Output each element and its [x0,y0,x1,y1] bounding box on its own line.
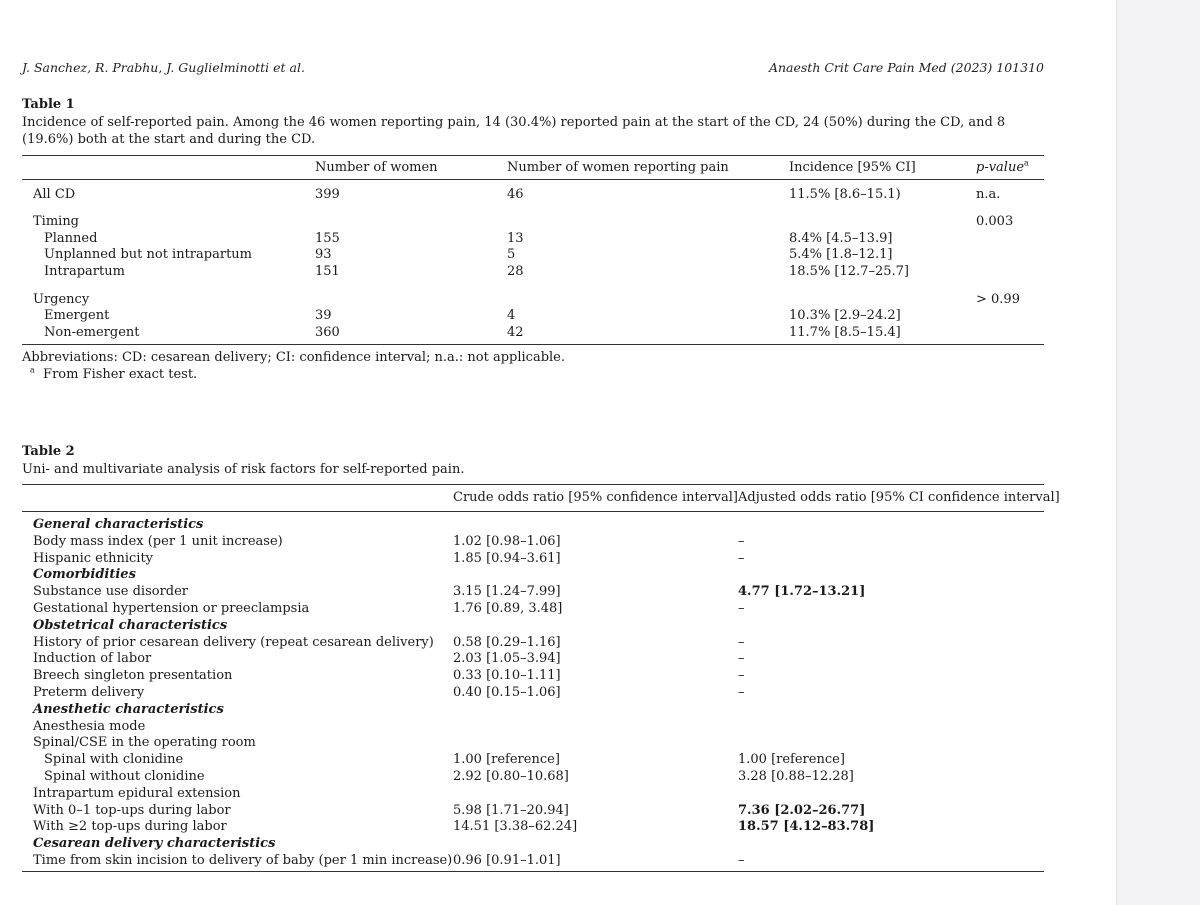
table1-row-label: Intrapartum [44,264,125,279]
table1-row-label: Emergent [44,308,110,323]
table2-cell-adjusted: – [738,635,745,650]
table1-cell-pain: 4 [507,308,516,323]
table2-row-label: Preterm delivery [33,685,145,700]
table1-cell-incidence: 11.5% [8.6–15.1) [789,187,901,202]
table2-row-label: Time from skin incision to delivery of baby (per 1 min increase) [33,853,453,868]
table1-cell-women: 155 [315,231,340,246]
table2-cell-crude: 1.02 [0.98–1.06] [453,534,561,549]
table2-cell-adjusted: 7.36 [2.02–26.77] [738,803,866,818]
table2-row-label: Spinal without clonidine [44,769,205,784]
table2-row-label: History of prior cesarean delivery (repeat cesarean delivery) [33,635,434,650]
table1-cell-incidence: 10.3% [2.9–24.2] [789,308,901,323]
table2-section-heading: Obstetrical characteristics [33,618,228,633]
table1-cell-women: 151 [315,264,340,279]
table2-cell-crude: 14.51 [3.38–62.24] [453,819,578,834]
table2-cell-crude: 0.58 [0.29–1.16] [453,635,561,650]
table2-title: Table 2 [22,444,75,459]
table2-cell-crude: 0.96 [0.91–1.01] [453,853,561,868]
table2-section-heading: General characteristics [33,517,204,532]
table1-cell-pvalue: n.a. [976,187,1001,202]
table2-section-heading: Anesthetic characteristics [33,702,224,717]
table1-row-label: All CD [33,187,76,202]
table2-caption: Uni- and multivariate analysis of risk factors for self-reported pain. [22,462,465,477]
table2-section-heading: Cesarean delivery characteristics [33,836,276,851]
table2-cell-adjusted: – [738,601,745,616]
table1-header-rule [22,179,1044,180]
table2-cell-crude: 1.76 [0.89, 3.48] [453,601,563,616]
table1-row-label: Non-emergent [44,325,140,340]
table1-cell-pvalue: 0.003 [976,214,1014,229]
table2-row-label: With ≥2 top-ups during labor [33,819,227,834]
table2-cell-crude: 3.15 [1.24–7.99] [453,584,561,599]
table2-row-label: Hispanic ethnicity [33,551,154,566]
table2-cell-adjusted: 18.57 [4.12–83.78] [738,819,875,834]
table2-header-adjusted: Adjusted odds ratio [95% CI confidence interval] [738,490,1060,505]
table2-cell-adjusted: – [738,685,745,700]
table1-cell-pain: 5 [507,247,516,262]
table2-cell-crude: 5.98 [1.71–20.94] [453,803,569,818]
table1-title: Table 1 [22,97,75,112]
table1-bottom-rule [22,344,1044,345]
table1-cell-pain: 42 [507,325,524,340]
table2-row-label: With 0–1 top-ups during labor [33,803,231,818]
table2-row-label: Spinal/CSE in the operating room [33,735,256,750]
table2-cell-crude: 0.40 [0.15–1.06] [453,685,561,700]
table1-row-label: Timing [33,214,80,229]
table1-header-pain: Number of women reporting pain [507,160,729,175]
table1-cell-incidence: 11.7% [8.5–15.4] [789,325,901,340]
table1-row-label: Urgency [33,292,90,307]
table2-row-label: Anesthesia mode [33,719,146,734]
table1-header-incidence: Incidence [95% CI] [789,160,916,175]
table2-header-rule [22,511,1044,512]
table1-row-label: Unplanned but not intrapartum [44,247,252,262]
table2-cell-adjusted: – [738,668,745,683]
table1-abbreviations: Abbreviations: CD: cesarean delivery; CI: confidence interval; n.a.: not applicable. [22,350,566,365]
table1-cell-women: 399 [315,187,340,202]
table2-cell-adjusted: – [738,853,745,868]
table1-cell-pain: 46 [507,187,524,202]
table1-header-women: Number of women [315,160,438,175]
table1-cell-pain: 13 [507,231,524,246]
table2-row-label: Breech singleton presentation [33,668,233,683]
table1-top-rule [22,155,1044,156]
table1-cell-incidence: 18.5% [12.7–25.7] [789,264,909,279]
table2-cell-adjusted: 3.28 [0.88–12.28] [738,769,854,784]
table2-row-label: Body mass index (per 1 unit increase) [33,534,283,549]
table2-row-label: Gestational hypertension or preeclampsia [33,601,310,616]
table2-row-label: Induction of labor [33,651,152,666]
table2-row-label: Intrapartum epidural extension [33,786,241,801]
table2-cell-adjusted: 4.77 [1.72–13.21] [738,584,866,599]
table2-cell-crude: 0.33 [0.10–1.11] [453,668,561,683]
table1-caption: Incidence of self-reported pain. Among the 46 women reporting pain, 14 (30.4%) reported pain at the start of the CD, 24 (50%) during the CD, and 8 (19.6%) both at the start and during the CD. [22,115,1006,147]
paper-page [22,0,1060,905]
table2-bottom-rule [22,871,1044,872]
table2-cell-crude: 1.00 [reference] [453,752,560,767]
table2-cell-adjusted: – [738,651,745,666]
table2-section-heading: Comorbidities [33,567,136,582]
table2-cell-adjusted: – [738,534,745,549]
table1-footnote: $^a$ From Fisher exact test. [30,365,198,382]
table1-cell-incidence: 5.4% [1.8–12.1] [789,247,893,262]
table2-row-label: Spinal with clonidine [44,752,184,767]
table2-cell-crude: 2.03 [1.05–3.94] [453,651,561,666]
table1-cell-women: 39 [315,308,332,323]
table1-row-label: Planned [44,231,98,246]
table1-cell-incidence: 8.4% [4.5–13.9] [789,231,893,246]
table2-header-crude: Crude odds ratio [95% confidence interval] [453,490,738,505]
table1-cell-women: 93 [315,247,332,262]
table2-cell-adjusted: 1.00 [reference] [738,752,845,767]
viewer-right-margin [1116,0,1200,905]
table2-cell-crude: 2.92 [0.80–10.68] [453,769,569,784]
table2-cell-adjusted: – [738,551,745,566]
running-head-journal: Anaesth Crit Care Pain Med (2023) 101310 [768,60,1044,75]
table1-cell-pvalue: > 0.99 [976,292,1020,307]
table2-top-rule [22,484,1044,485]
running-head-authors: J. Sanchez, R. Prabhu, J. Guglielminotti et al. [22,60,305,75]
table1-cell-women: 360 [315,325,340,340]
table2-cell-crude: 1.85 [0.94–3.61] [453,551,561,566]
table1-header-pvalue: p-value$^a$ [976,158,1029,175]
table1-cell-pain: 28 [507,264,524,279]
table2-row-label: Substance use disorder [33,584,189,599]
